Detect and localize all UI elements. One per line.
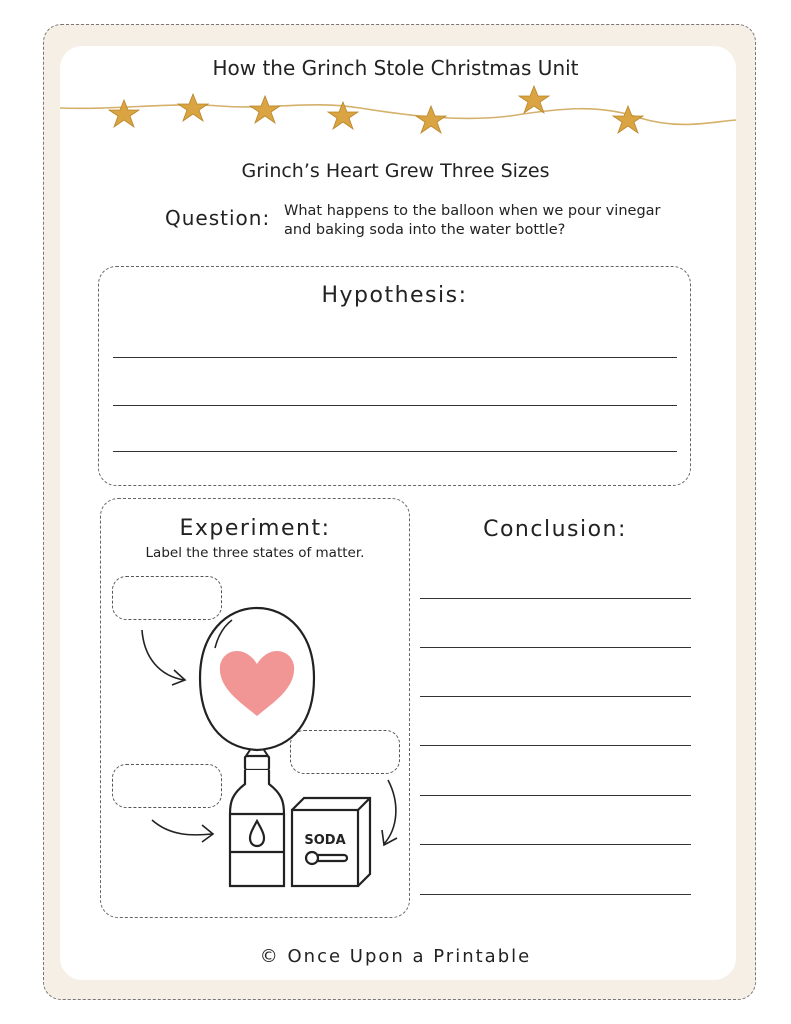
- hypothesis-write-line[interactable]: [113, 405, 677, 406]
- hypothesis-title: Hypothesis:: [321, 283, 468, 308]
- conclusion-write-line[interactable]: [420, 894, 691, 895]
- scoop-icon: [306, 852, 318, 864]
- worksheet-title: Grinch’s Heart Grew Three Sizes: [241, 160, 550, 182]
- conclusion-write-line[interactable]: [420, 795, 691, 796]
- star-icon: [250, 96, 280, 123]
- arrow-icon: [152, 820, 212, 835]
- star-icon: [613, 106, 643, 133]
- water-bottle-icon: [230, 756, 284, 886]
- soda-label: SODA: [304, 833, 346, 848]
- balloon-icon: [200, 608, 314, 756]
- star-icon: [109, 100, 139, 127]
- question-text: [284, 202, 661, 240]
- footer-credit: © Once Upon a Printable: [259, 946, 532, 967]
- experiment-illustration: [100, 498, 410, 918]
- conclusion-title: Conclusion:: [483, 517, 627, 542]
- star-icon: [328, 102, 358, 129]
- experiment-instruction: Label the three states of matter.: [145, 545, 365, 561]
- conclusion-write-line[interactable]: [420, 647, 691, 648]
- experiment-title: Experiment:: [179, 516, 331, 541]
- conclusion-write-line[interactable]: [420, 696, 691, 697]
- question-label: Question:: [165, 206, 271, 230]
- star-garland: [60, 82, 736, 142]
- hypothesis-write-line[interactable]: [113, 357, 677, 358]
- question-line-1: What happens to the balloon when we pour vinegar: [284, 203, 661, 219]
- question-line-2: and baking soda into the water bottle?: [284, 222, 566, 238]
- baking-soda-box-icon: [292, 798, 370, 886]
- star-icon: [519, 86, 549, 113]
- arrow-icon: [384, 780, 396, 844]
- hypothesis-box: [98, 266, 691, 486]
- unit-title: How the Grinch Stole Christmas Unit: [212, 56, 579, 80]
- conclusion-write-line[interactable]: [420, 844, 691, 845]
- conclusion-write-line[interactable]: [420, 598, 691, 599]
- star-icon: [416, 106, 446, 133]
- star-icon: [178, 94, 208, 121]
- arrowhead-icon: [202, 825, 213, 842]
- conclusion-write-line[interactable]: [420, 745, 691, 746]
- hypothesis-write-line[interactable]: [113, 451, 677, 452]
